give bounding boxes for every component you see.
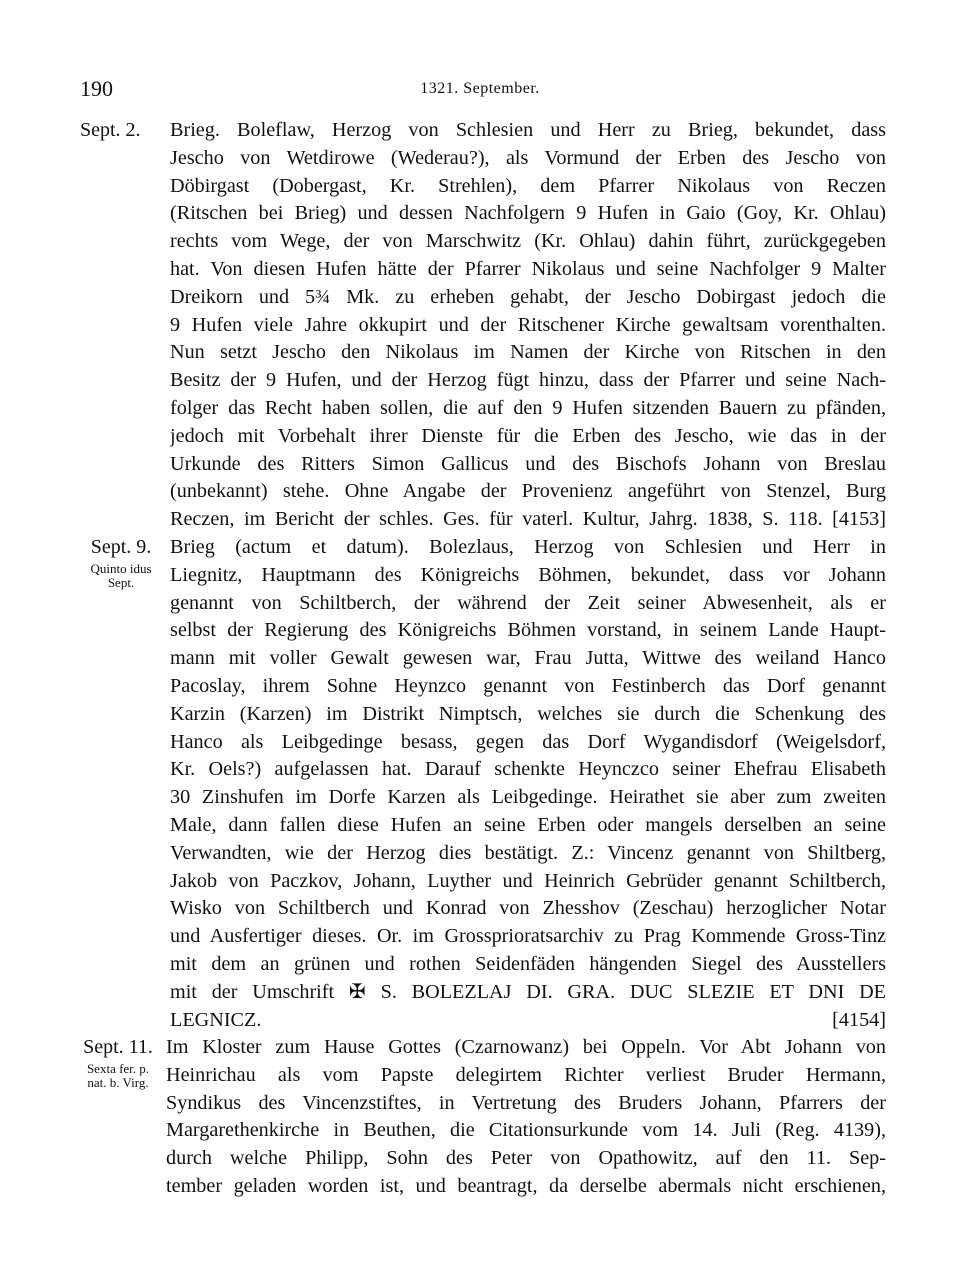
running-head: 1321. September. [420, 80, 540, 97]
entry-date-liturgical: Quinto idus [90, 560, 152, 576]
text-line: Heinrichau als vom Papste delegirtem Richter verliest Bruder Hermann, [166, 1063, 886, 1086]
margin-note [78, 534, 164, 590]
margin-note [72, 1034, 164, 1090]
entry-date-liturgical: Sept. [107, 574, 135, 590]
text-line: Pacoslay, ihrem Sohne Heynzco genannt von Festinberch das Dorf genannt [170, 674, 886, 697]
text-line: folger das Recht haben sollen, die auf den 9 Hufen sitzenden Bauern zu pfänden, [170, 396, 886, 419]
text-line: Margarethenkirche in Beuthen, die Citationsurkunde vom 14. Juli (Reg. 4139), [166, 1119, 886, 1142]
text-line: Syndikus des Vincenzstiftes, in Vertretung des Bruders Johann, Pfarrers der [166, 1091, 886, 1114]
margin-note [80, 117, 162, 145]
text-line: genannt von Schiltberch, der während der Zeit seiner Abwesenheit, als er [170, 591, 886, 614]
text-line: mit der Umschrift ✠ S. BOLEZLAJ DI. GRA. DUC SLEZIE ET DNI DE [170, 980, 886, 1003]
text-line-final [170, 1007, 886, 1035]
text-line-end: LEGNICZ. [170, 1008, 262, 1031]
text-line: tember geladen worden ist, und beantragt, da derselbe abermals nicht erschienen, [166, 1174, 886, 1197]
text-line: durch welche Philipp, Sohn des Peter von Opathowitz, auf den 11. Sep- [166, 1147, 886, 1170]
text-line: Im Kloster zum Hause Gottes (Czarnowanz) bei Oppeln. Vor Abt Johann von [166, 1036, 886, 1058]
entry-date-liturgical: nat. b. Virg. [87, 1074, 149, 1090]
text-line: Brieg. Boleflaw, Herzog von Schlesien und Herr zu Brieg, bekundet, dass [170, 119, 886, 141]
text-line: Brieg (actum et datum). Bolezlaus, Herzog von Schlesien und Herr in [170, 536, 886, 558]
text-line: Besitz der 9 Hufen, und der Herzog fügt hinzu, dass der Pfarrer und seine Nach- [170, 369, 886, 392]
entry-date-liturgical: Sexta fer. p. [86, 1060, 150, 1076]
text-line: mann mit voller Gewalt gewesen war, Frau Jutta, Wittwe des weiland Hanco [170, 647, 886, 670]
text-line: Hanco als Leibgedinge besass, gegen das Dorf Wygandisdorf (Weigelsdorf, [170, 730, 886, 753]
text-line: rechts vom Wege, der von Marschwitz (Kr. Ohlau) dahin führt, zurückgegeben [170, 230, 886, 253]
text-line: jedoch mit Vorbehalt ihrer Dienste für die Erben des Jescho, wie das in der [170, 424, 886, 447]
text-line: Dreikorn und 5¾ Mk. zu erheben gehabt, der Jescho Dobirgast jedoch die [170, 285, 886, 308]
text-line: mit dem an grünen und rothen Seidenfäden hängenden Siegel des Ausstellers [170, 952, 886, 975]
text-line: und Ausfertiger dieses. Or. im Grossprioratsarchiv zu Prag Kommende Gross-Tinz [170, 925, 886, 948]
text-line: Kr. Oels?) aufgelassen hat. Darauf schenkte Heynczco seiner Ehefrau Elisabeth [170, 758, 886, 781]
entry-date: Sept. 11. [83, 1036, 153, 1058]
text-line: Nun setzt Jescho den Nikolaus im Namen der Kirche von Ritschen in den [170, 341, 886, 364]
text-line: Liegnitz, Hauptmann des Königreichs Böhmen, bekundet, dass vor Johann [170, 563, 886, 586]
text-line: Male, dann fallen diese Hufen an seine Erben oder mangels derselben an seine [170, 813, 886, 836]
text-line: hat. Von diesen Hufen hätte der Pfarrer Nikolaus und seine Nachfolger 9 Malter [170, 257, 886, 280]
entry-text [170, 117, 886, 534]
text-line: (unbekannt) stehe. Ohne Angabe der Provenienz angeführt von Stenzel, Burg [170, 480, 886, 503]
text-line: Reczen, im Bericht der schles. Ges. für vaterl. Kultur, Jahrg. 1838, S. 118. [4153] [170, 508, 886, 531]
text-line: selbst der Regierung des Königreichs Böhmen vorstand, in seinem Lande Haupt- [170, 619, 886, 642]
entry-text [170, 534, 886, 1034]
text-line: Urkunde des Ritters Simon Gallicus und des Bischofs Johann von Breslau [170, 452, 886, 475]
text-line: Wisko von Schiltberch und Konrad von Zhesshov (Zeschau) herzoglicher Notar [170, 897, 886, 920]
entry-date: Sept. 9. [90, 536, 152, 558]
text-line: Jakob von Paczkov, Johann, Luyther und Heinrich Gebrüder genannt Schiltberch, [170, 869, 886, 892]
text-line: 9 Hufen viele Jahre okkupirt und der Ritschener Kirche gewaltsam vorenthalten. [170, 313, 886, 336]
text-line: (Ritschen bei Brieg) und dessen Nachfolgern 9 Hufen in Gaio (Goy, Kr. Ohlau) [170, 202, 886, 225]
entry-text [166, 1034, 886, 1201]
text-line: Döbirgast (Dobergast, Kr. Strehlen), dem Pfarrer Nikolaus von Reczen [170, 174, 886, 197]
text-line: Jescho von Wetdirowe (Wederau?), als Vormund der Erben des Jescho von [170, 146, 886, 169]
text-line: Karzin (Karzen) im Distrikt Nimptsch, welches sie durch die Schenkung des [170, 702, 886, 725]
text-line: 30 Zinshufen im Dorfe Karzen als Leibgedinge. Heirathet sie aber zum zweiten [170, 786, 886, 809]
page-header [0, 76, 960, 106]
page-number: 190 [80, 76, 113, 101]
entry-date: Sept. 2. [80, 119, 141, 141]
entry-number: [4154] [832, 1008, 886, 1031]
text-line: Verwandten, wie der Herzog dies bestätigt. Z.: Vincenz genannt von Shiltberg, [170, 841, 886, 864]
